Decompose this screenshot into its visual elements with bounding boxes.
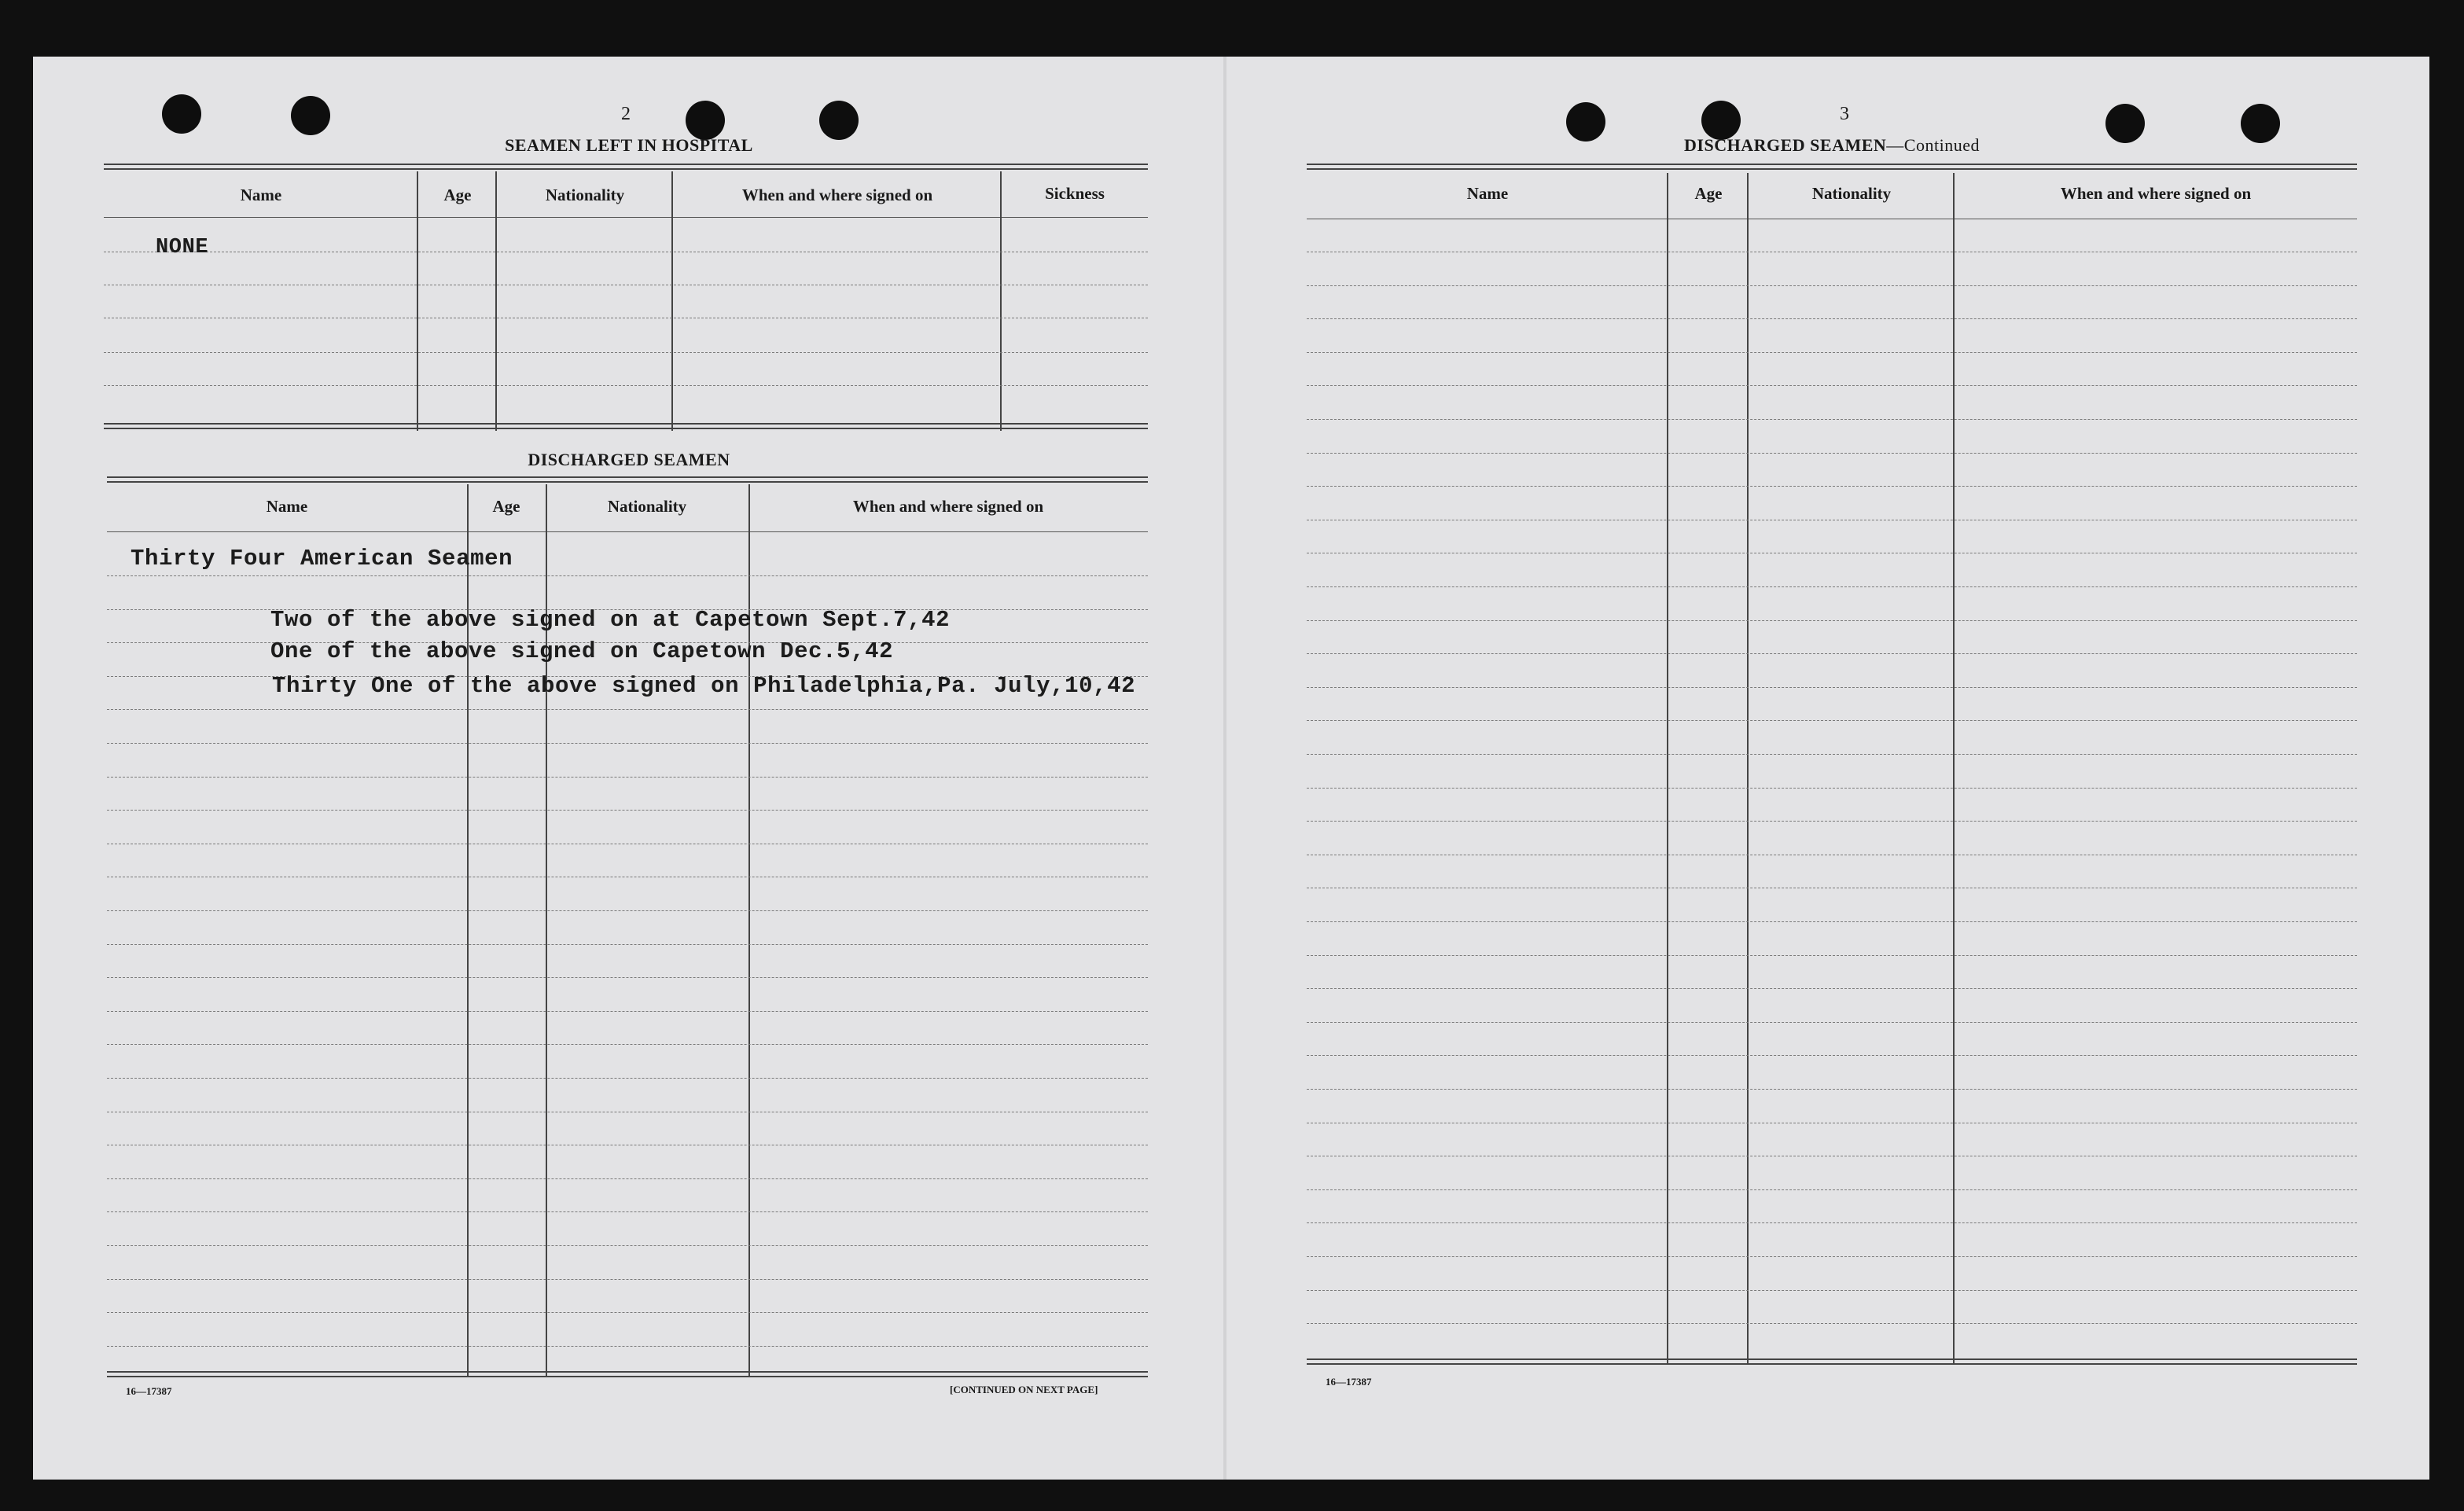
hospital-col-name: Name	[240, 186, 282, 204]
binder-hole	[1566, 102, 1605, 142]
binder-hole	[2241, 104, 2280, 143]
form-number-right: 16—17387	[1326, 1376, 1372, 1388]
discharged-entry-capetown-dec: One of the above signed on Capetown Dec.5,42	[270, 638, 894, 664]
ruled-line	[1307, 1256, 2357, 1257]
ruled-line	[1307, 821, 2357, 822]
discharged-continued-title	[1635, 135, 2028, 156]
ruled-line	[1307, 955, 2357, 956]
binder-hole	[2105, 104, 2145, 143]
ruled-line	[1307, 285, 2357, 286]
ruled-line	[1307, 352, 2357, 353]
ruled-line	[107, 1211, 1148, 1212]
discharged-entry-summary: Thirty Four American Seamen	[131, 546, 513, 572]
ruled-line	[107, 1178, 1148, 1179]
binder-hole	[291, 96, 330, 135]
ruled-line	[107, 777, 1148, 778]
discharged-continued-table	[1307, 164, 2357, 1368]
discharged-col-name: Name	[266, 497, 308, 516]
binder-hole	[819, 101, 859, 140]
ruled-line	[1307, 1189, 2357, 1190]
continued-col-nationality: Nationality	[1811, 184, 1892, 203]
ruled-line	[107, 1011, 1148, 1012]
discharged-col-signed-on: When and where signed on	[852, 497, 1044, 516]
continued-col-name: Name	[1466, 184, 1509, 203]
binder-hole	[686, 101, 725, 140]
page-number-left: 2	[621, 104, 631, 124]
ruled-line	[107, 709, 1148, 710]
ruled-line	[1307, 1323, 2357, 1324]
discharged-entry-capetown-sept: Two of the above signed on at Capetown Sept.7,42	[270, 607, 951, 633]
ruled-line	[1307, 1022, 2357, 1023]
hospital-col-signed-on: When and where signed on	[741, 186, 933, 204]
form-number-left: 16—17387	[126, 1385, 172, 1397]
discharged-entry-philadelphia: Thirty One of the above signed on Philadelphia,Pa. July,10,42	[272, 673, 1136, 699]
ruled-line	[107, 944, 1148, 945]
page-fold	[1223, 57, 1226, 1480]
ruled-line	[1307, 653, 2357, 654]
ruled-line	[1307, 453, 2357, 454]
ruled-line	[1307, 754, 2357, 755]
ruled-line	[107, 810, 1148, 811]
hospital-section-title: SEAMEN LEFT IN HOSPITAL	[505, 135, 753, 155]
ruled-line	[107, 1346, 1148, 1347]
ruled-line	[1307, 586, 2357, 587]
ruled-line	[1307, 318, 2357, 319]
discharged-continued-title-main: DISCHARGED SEAMEN	[1684, 135, 1887, 155]
ruled-line	[1307, 1290, 2357, 1291]
ruled-line	[1307, 1055, 2357, 1056]
ruled-line	[1307, 687, 2357, 688]
ruled-line	[1307, 486, 2357, 487]
ruled-line	[107, 910, 1148, 911]
ruled-line	[1307, 921, 2357, 922]
page-number-right: 3	[1840, 104, 1849, 124]
hospital-entry: NONE	[156, 236, 209, 259]
continued-col-age: Age	[1694, 184, 1723, 203]
ruled-line	[107, 743, 1148, 744]
ruled-line	[1307, 988, 2357, 989]
ruled-line	[107, 1078, 1148, 1079]
ruled-line	[1307, 620, 2357, 621]
ruled-line	[1307, 385, 2357, 386]
discharged-table	[107, 476, 1148, 1376]
discharged-continued-title-suffix: —Continued	[1886, 135, 1980, 155]
ruled-line	[1307, 1089, 2357, 1090]
ruled-line	[107, 575, 1148, 576]
discharged-col-nationality: Nationality	[607, 497, 687, 516]
hospital-table	[104, 164, 1148, 431]
hospital-col-age: Age	[443, 186, 472, 204]
ruled-line	[107, 1245, 1148, 1246]
ruled-line	[1307, 419, 2357, 420]
ruled-line	[107, 977, 1148, 978]
discharged-section-title: DISCHARGED SEAMEN	[528, 450, 730, 469]
hospital-col-sickness: Sickness	[1045, 184, 1105, 203]
binder-hole	[162, 94, 201, 134]
ruled-line	[107, 1279, 1148, 1280]
discharged-col-age: Age	[492, 497, 520, 516]
hospital-col-nationality: Nationality	[545, 186, 625, 204]
ruled-line	[1307, 1222, 2357, 1223]
ruled-line	[1307, 788, 2357, 789]
continued-col-signed-on: When and where signed on	[2060, 184, 2252, 203]
binder-hole	[1701, 101, 1741, 140]
ruled-line	[1307, 720, 2357, 721]
ruled-line	[107, 1312, 1148, 1313]
continued-note: [CONTINUED ON NEXT PAGE]	[950, 1384, 1098, 1395]
ruled-line	[107, 1044, 1148, 1045]
